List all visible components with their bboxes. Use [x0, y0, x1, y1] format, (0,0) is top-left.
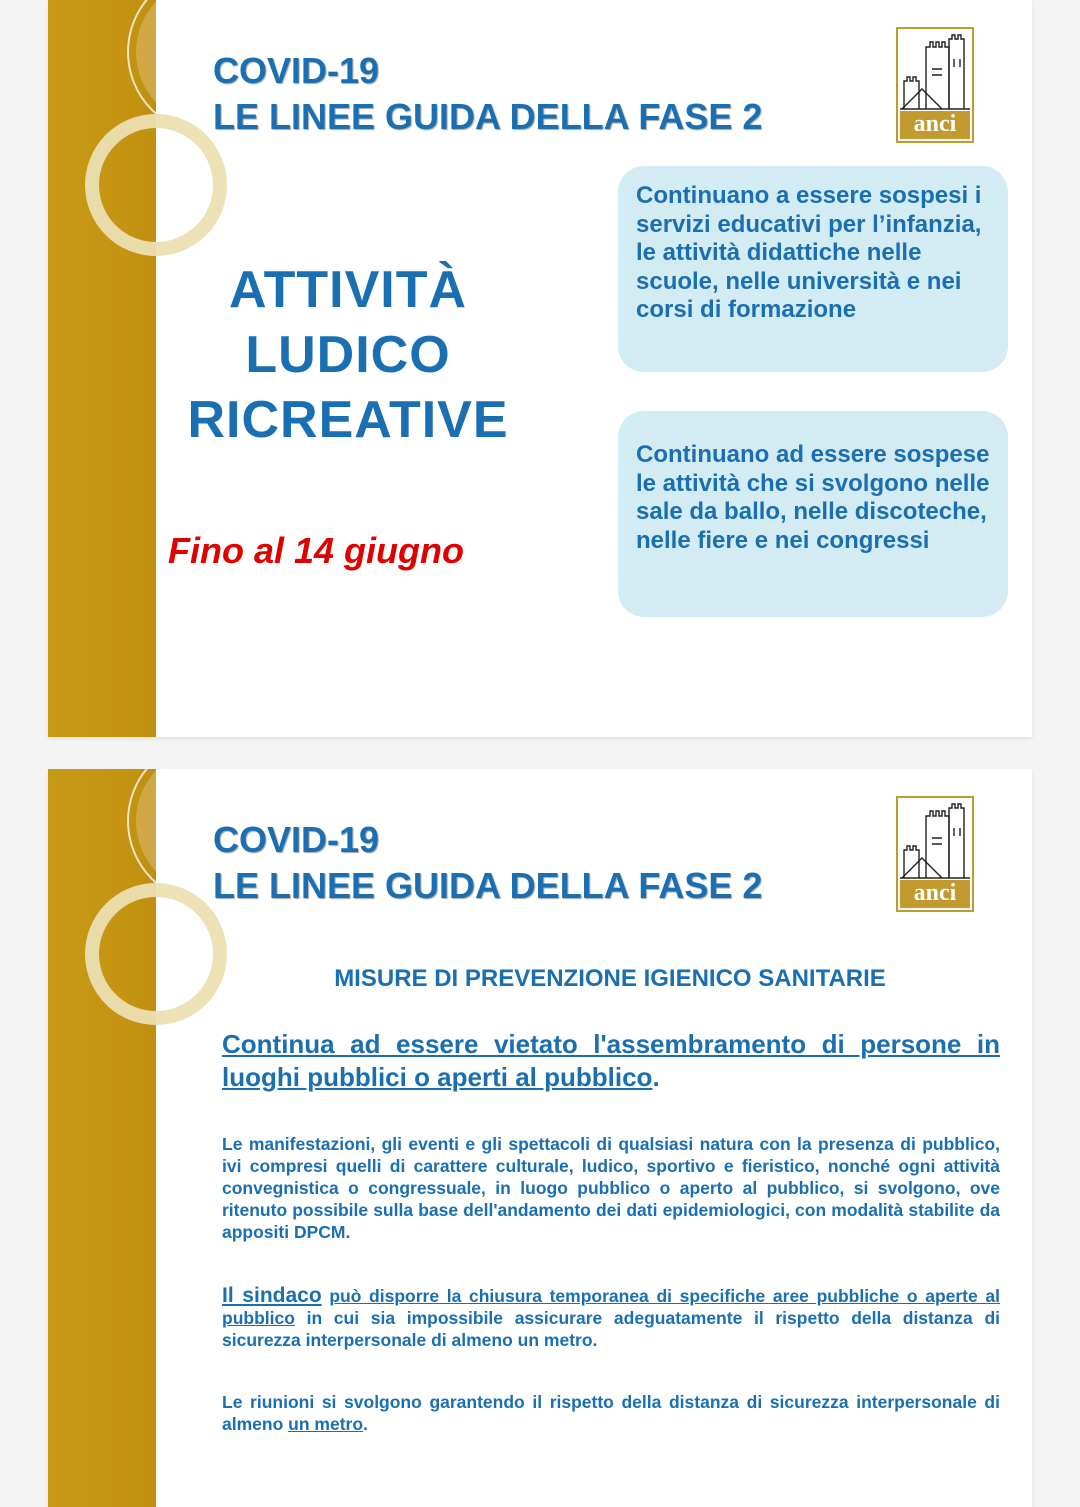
info-box-education: Continuano a essere sospesi i servizi educativi per l’infanzia, le attività didattiche nelle scuole, nelle università e nei corsi di formazione	[618, 166, 1008, 372]
main-rule-text	[222, 1028, 1000, 1094]
meetings-text: Le riunioni si svolgono garantendo il rispetto della distanza di sicurezza interpersonale di almeno	[222, 1392, 1000, 1434]
main-rule-end: .	[652, 1062, 660, 1092]
anci-logo	[896, 796, 974, 912]
anci-logo	[896, 27, 974, 143]
section-heading: MISURE DI PREVENZIONE IGIENICO SANITARIE	[334, 965, 886, 992]
deadline-text: Fino al 14 giugno	[168, 530, 464, 571]
info-box-events: Continuano ad essere sospese le attività che si svolgono nelle sale da ballo, nelle discoteche, nelle fiere e nei congressi	[618, 411, 1008, 617]
meetings-underlined: un metro	[288, 1414, 364, 1434]
slide-attivita-ludico-ricreative	[48, 0, 1032, 737]
paragraph-events: Le manifestazioni, gli eventi e gli spettacoli di qualsiasi natura con la presenza di pubblico, ivi compresi quelli di carattere culturale, ludico, sportivo e fieristico, nonché ogni attività convegnistica o congressuale, in luogo pubblico o aperto al pubblico, si svolgono, ove ritenuto possibile sulla base dell'andamento dei dati epidemiologici, con modalità stabilite da appositi DPCM.	[222, 1134, 1000, 1242]
mayor-underlined: può disporre la chiusura temporanea di specifiche aree pubbliche o aperte al pubblico	[222, 1286, 1000, 1328]
logo-wordmark: anci	[900, 111, 970, 139]
slide-misure-prevenzione	[48, 769, 1032, 1507]
decorative-circles-icon	[48, 0, 308, 300]
mayor-rest: in cui sia impossibile assicurare adeguatamente il rispetto della distanza di sicurezza interpersonale di almeno un metro.	[222, 1308, 1000, 1350]
castle-icon	[898, 29, 972, 113]
decorative-circles-icon	[48, 769, 308, 1069]
main-rule-underlined: Continua ad essere vietato l'assembramento di persone in luoghi pubblici o aperti al pubblico	[222, 1029, 1000, 1092]
meetings-end: .	[363, 1414, 368, 1434]
main-heading: ATTIVITÀ LUDICO RICREATIVE	[187, 261, 509, 449]
paragraph-meetings	[222, 1391, 1000, 1435]
castle-icon	[898, 798, 972, 882]
paragraph-mayor	[222, 1285, 1000, 1351]
slide-title: COVID-19 LE LINEE GUIDA DELLA FASE 2	[213, 50, 763, 137]
logo-wordmark: anci	[900, 880, 970, 908]
mayor-lead: Il sindaco	[222, 1284, 322, 1307]
slide-title: COVID-19 LE LINEE GUIDA DELLA FASE 2	[213, 819, 763, 906]
